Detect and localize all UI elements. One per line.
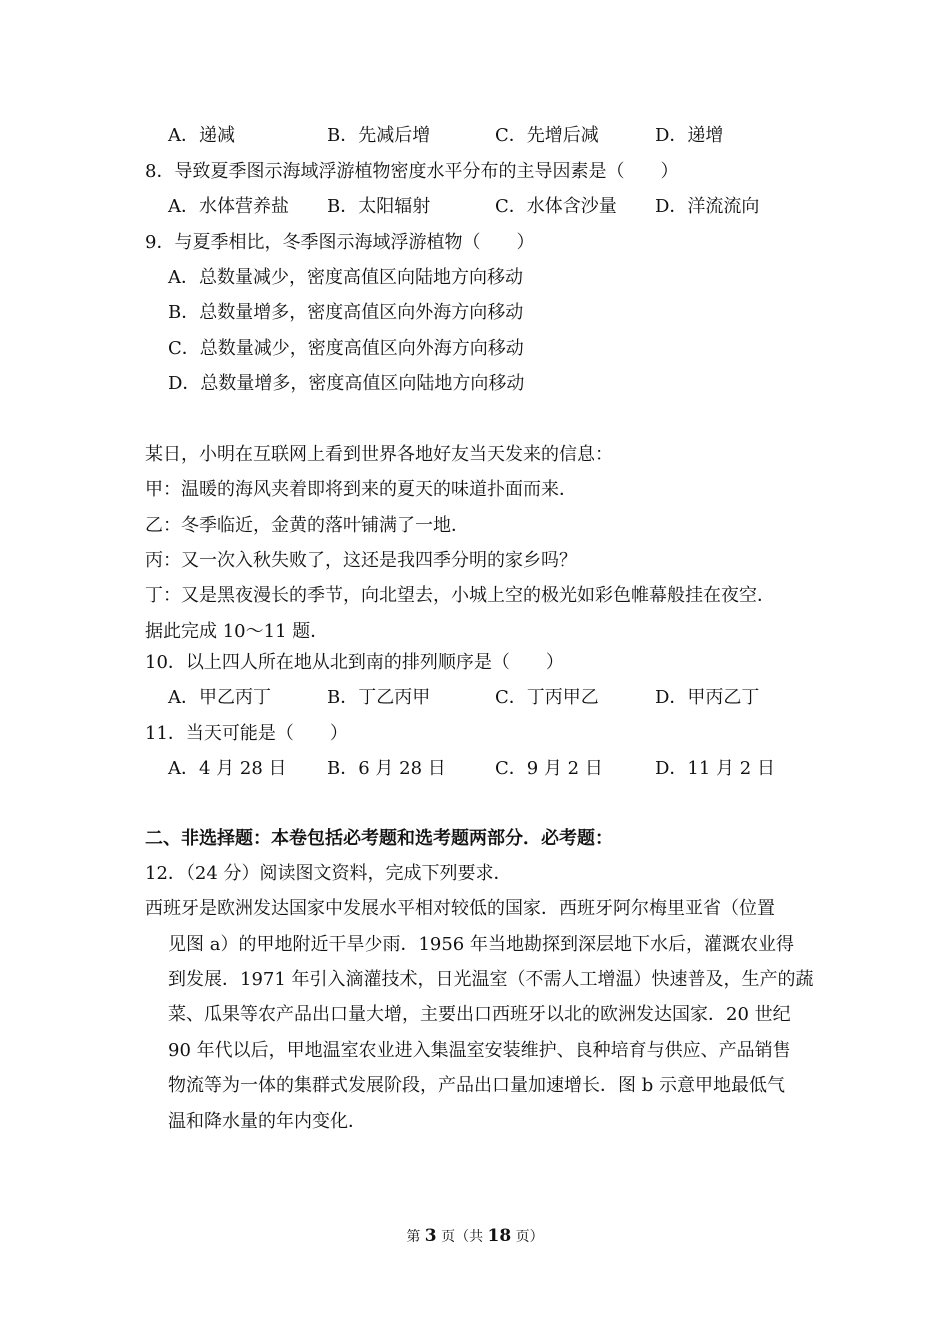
q10-stem: 10．以上四人所在地从北到南的排列顺序是（ ）	[145, 652, 564, 673]
passage-ding: 丁：又是黑夜漫长的季节，向北望去，小城上空的极光如彩色帷幕般挂在夜空．	[145, 585, 775, 606]
q8-stem: 8．导致夏季图示海域浮游植物密度水平分布的主导因素是（ ）	[145, 161, 679, 182]
q11-option-b: B．6 月 28 日	[327, 758, 446, 779]
section-2-heading: 二、非选择题：本卷包括必考题和选考题两部分．必考题：	[145, 828, 613, 849]
q12-text-line: 温和降水量的年内变化．	[168, 1111, 366, 1132]
passage-intro: 某日，小明在互联网上看到世界各地好友当天发来的信息：	[145, 444, 613, 465]
q9-option-d: D．总数量增多，密度高值区向陆地方向移动	[168, 373, 525, 394]
q9-stem: 9．与夏季相比，冬季图示海域浮游植物（ ）	[145, 232, 535, 253]
passage-jia: 甲：温暖的海风夹着即将到来的夏天的味道扑面而来．	[145, 479, 577, 500]
q12-text-line: 见图 a）的甲地附近干旱少雨．1956 年当地勘探到深层地下水后，灌溉农业得	[168, 934, 794, 955]
q9-option-a: A．总数量减少，密度高值区向陆地方向移动	[168, 267, 523, 288]
q7-option-b: B．先减后增	[327, 125, 431, 146]
q11-option-d: D．11 月 2 日	[655, 758, 775, 779]
footer-total-pages: 18	[487, 1226, 512, 1246]
footer-prefix: 第	[406, 1229, 421, 1245]
q12-stem: 12．（24 分）阅读图文资料，完成下列要求．	[145, 863, 512, 884]
q8-option-d: D．洋流流向	[655, 196, 760, 217]
footer-suffix: 页）	[515, 1229, 544, 1245]
q12-text-line: 90 年代以后，甲地温室农业进入集温室安装维护、良种培育与供应、产品销售	[168, 1040, 791, 1061]
q11-option-c: C．9 月 2 日	[495, 758, 603, 779]
q8-option-c: C．水体含沙量	[495, 196, 617, 217]
q7-option-d: D．递增	[655, 125, 724, 146]
q10-option-b: B．丁乙丙甲	[327, 687, 431, 708]
passage-instruction: 据此完成 10～11 题．	[145, 621, 329, 642]
footer-middle: 页（共	[441, 1229, 484, 1245]
q12-text-line: 到发展．1971 年引入滴灌技术，日光温室（不需人工增温）快速普及，生产的蔬	[168, 969, 814, 990]
q10-option-a: A．甲乙丙丁	[168, 687, 271, 708]
q10-option-c: C．丁丙甲乙	[495, 687, 599, 708]
q12-text-line: 西班牙是欧洲发达国家中发展水平相对较低的国家．西班牙阿尔梅里亚省（位置	[145, 898, 775, 919]
q7-option-c: C．先增后减	[495, 125, 599, 146]
q11-option-a: A．4 月 28 日	[168, 758, 287, 779]
q12-text-line: 物流等为一体的集群式发展阶段，产品出口量加速增长．图 b 示意甲地最低气	[168, 1075, 785, 1096]
footer-page-number: 3	[424, 1226, 437, 1246]
q10-option-d: D．甲丙乙丁	[655, 687, 760, 708]
q9-option-c: C．总数量减少，密度高值区向外海方向移动	[168, 338, 524, 359]
q7-option-a: A．递减	[168, 125, 235, 146]
q8-option-b: B．太阳辐射	[327, 196, 431, 217]
passage-yi: 乙：冬季临近，金黄的落叶铺满了一地．	[145, 515, 469, 536]
q11-stem: 11．当天可能是（ ）	[145, 723, 348, 744]
page-footer	[0, 1226, 950, 1247]
q9-option-b: B．总数量增多，密度高值区向外海方向移动	[168, 302, 524, 323]
q8-option-a: A．水体营养盐	[168, 196, 289, 217]
passage-bing: 丙：又一次入秋失败了，这还是我四季分明的家乡吗？	[145, 550, 577, 571]
q12-text-line: 菜、瓜果等农产品出口量大增，主要出口西班牙以北的欧洲发达国家．20 世纪	[168, 1004, 791, 1025]
